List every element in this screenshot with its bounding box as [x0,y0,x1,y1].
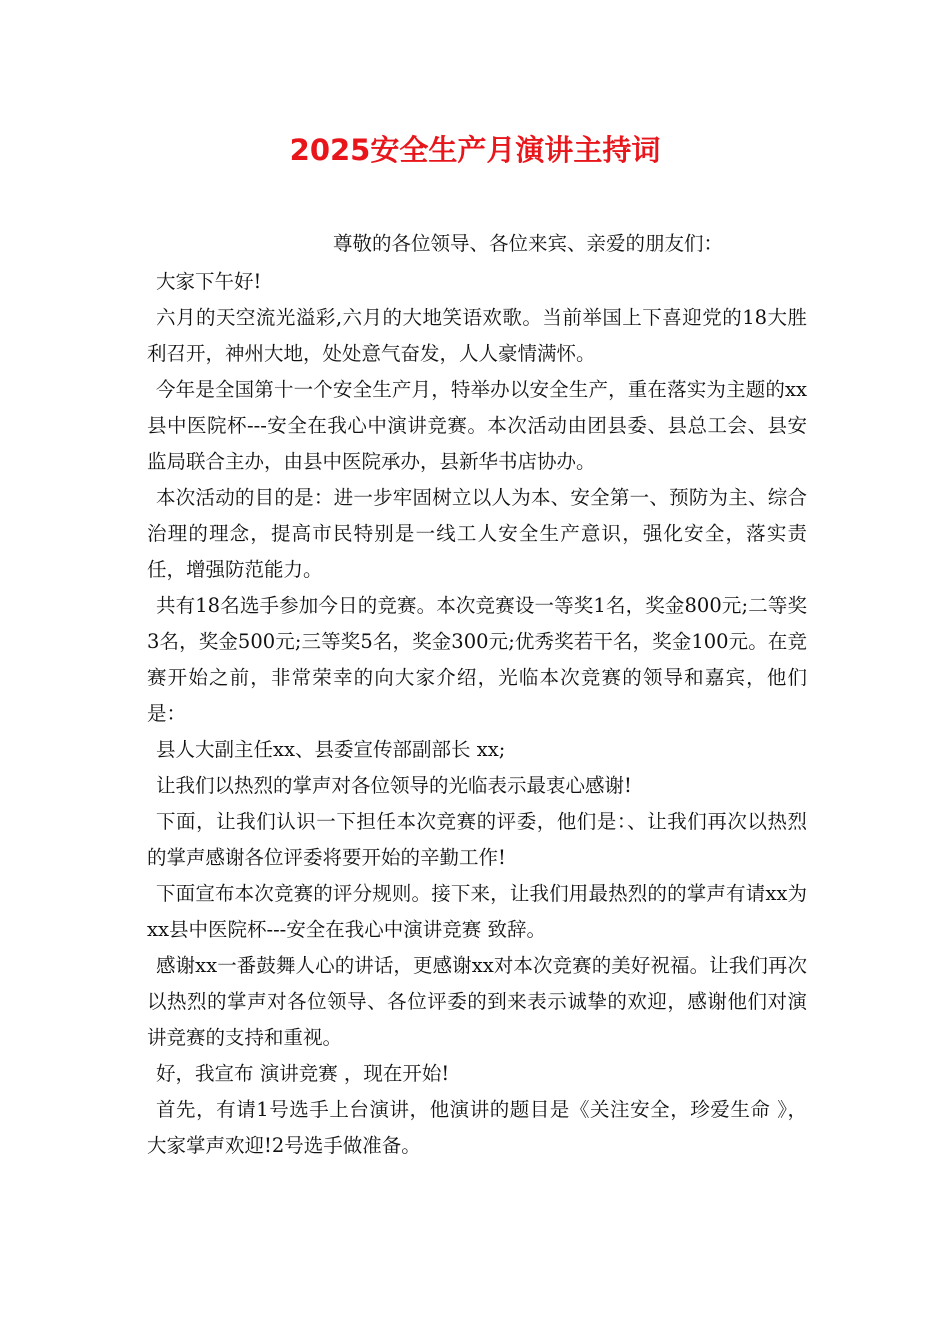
paragraph-thanks-speech: 感谢xx一番鼓舞人心的讲话，更感谢xx对本次竞赛的美好祝福。让我们再次以热烈的掌声对各位领导、各位评委的到来表示诚挚的欢迎，感谢他们对演讲竞赛的支持和重视。 [147,954,807,1049]
paragraph-purpose: 本次活动的目的是：进一步牢固树立以人为本、安全第一、预防为主、综合治理的理念，提高市民特别是一线工人安全生产意识，强化安全，落实责任，增强防范能力。 [147,486,807,581]
paragraph-judges: 下面，让我们认识一下担任本次竞赛的评委，他们是：、让我们再次以热烈的掌声感谢各位评委将要开始的辛勤工作! [147,810,807,869]
paragraph-safety-month: 今年是全国第十一个安全生产月，特举办以安全生产，重在落实为主题的xx县中医院杯---安全在我心中演讲竞赛。本次活动由团县委、县总工会、县安监局联合主办，由县中医院承办，县新华书店协办。 [147,378,807,473]
salutation: 尊敬的各位领导、各位来宾、亲爱的朋友们： [333,232,724,255]
paragraph-june: 六月的天空流光溢彩,六月的大地笑语欢歌。当前举国上下喜迎党的18大胜利召开，神州大地，处处意气奋发，人人豪情满怀。 [147,306,807,365]
paragraph-thanks-leaders: 让我们以热烈的掌声对各位领导的光临表示最衷心感谢! [156,774,632,797]
paragraph-guests: 县人大副主任xx、县委宣传部副部长 xx; [156,738,506,761]
paragraph-greeting: 大家下午好! [156,270,262,293]
paragraph-contestants-prizes: 共有18名选手参加今日的竞赛。本次竞赛设一等奖1名，奖金800元;二等奖3名，奖金500元;三等奖5名，奖金300元;优秀奖若干名，奖金100元。在竞赛开始之前，非常荣幸的向大家介绍，光临本次竞赛的领导和嘉宾，他们是： [147,594,807,725]
paragraph-first-contestant: 首先，有请1号选手上台演讲，他演讲的题目是《关注安全，珍爱生命 》，大家掌声欢迎!2号选手做准备。 [147,1098,807,1157]
paragraph-announce-start: 好，我宣布 演讲竞赛 ，现在开始! [156,1062,450,1085]
paragraph-rules: 下面宣布本次竞赛的评分规则。接下来，让我们用最热烈的的掌声有请xx为xx县中医院杯---安全在我心中演讲竞赛 致辞。 [147,882,807,941]
document-title: 2025安全生产月演讲主持词 [289,133,661,167]
document-body [147,226,807,1164]
